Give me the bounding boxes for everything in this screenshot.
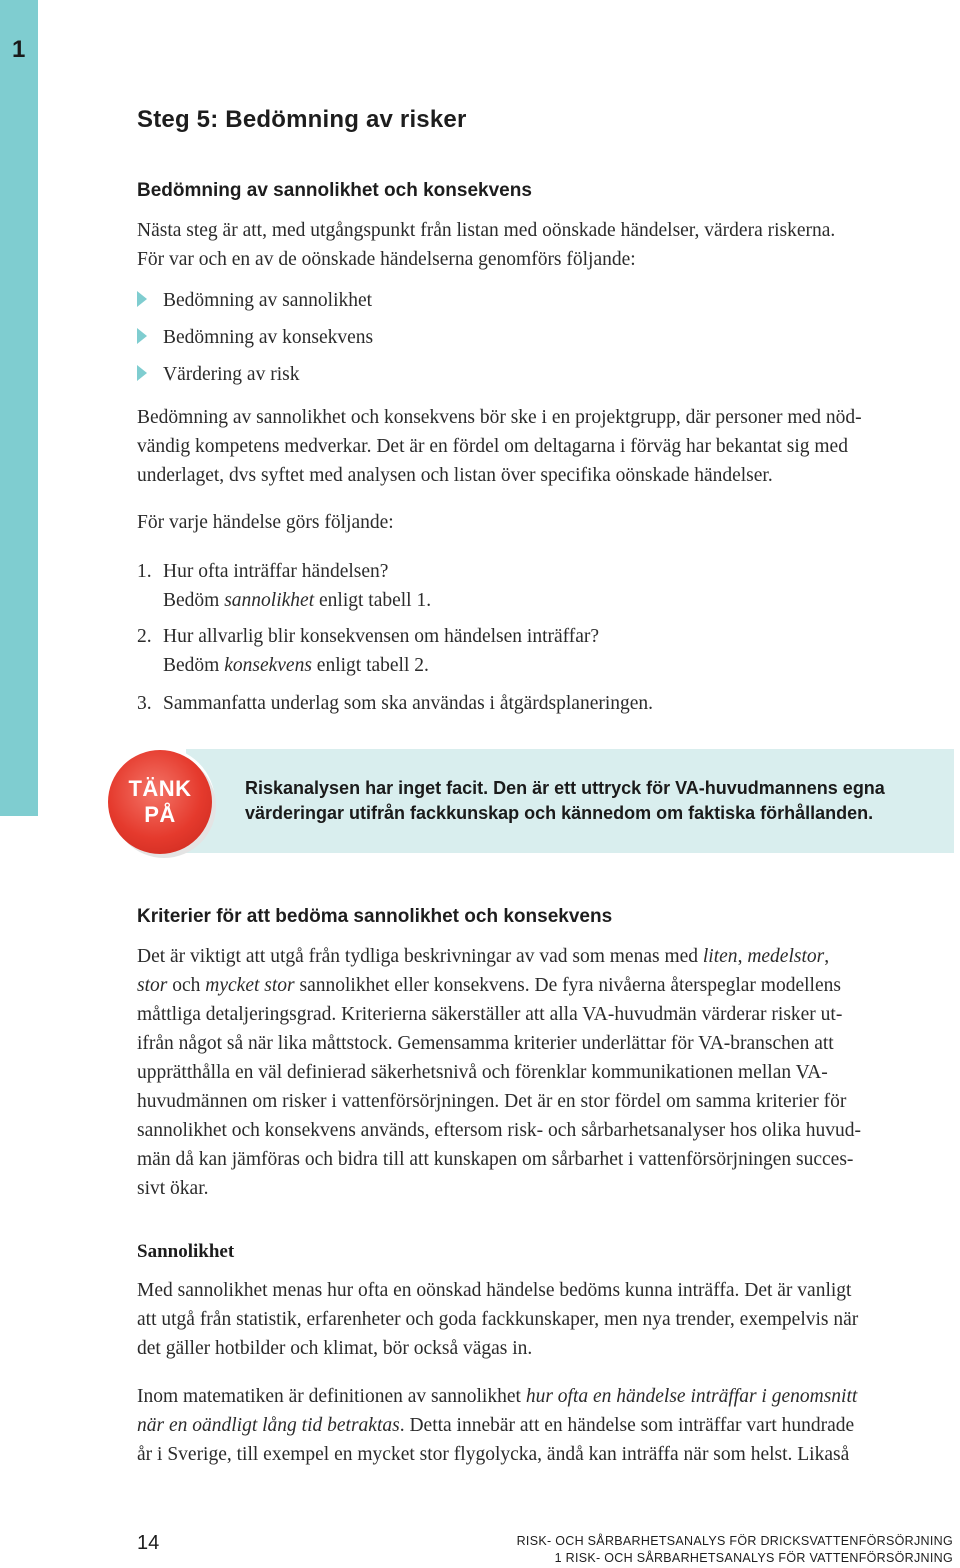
chapter-number: 1 bbox=[12, 36, 26, 63]
paragraph-line: underlaget, dvs syftet med analysen och listan över specifika oönskade händelser. bbox=[137, 465, 773, 486]
triangle-bullet-icon bbox=[137, 291, 147, 307]
step-number: 2. bbox=[137, 626, 152, 647]
step-3 bbox=[137, 689, 653, 718]
running-footer-line-1: RISK- OCH SÅRBARHETSANALYS FÖR DRICKSVATTENFÖRSÖRJNING bbox=[516, 1534, 953, 1548]
section-heading-assessment: Bedömning av sannolikhet och konsekvens bbox=[137, 180, 532, 201]
step-text: Hur allvarlig blir konsekvensen om händelsen inträffar? bbox=[163, 626, 600, 647]
bullet-text: Värdering av risk bbox=[163, 363, 300, 385]
callout-text bbox=[245, 776, 950, 826]
callout-line-1: Riskanalysen har inget facit. Den är ett uttryck för VA-huvudmannens egna bbox=[245, 778, 885, 798]
paragraph-line: Bedömning av sannolikhet och konsekvens bör ske i en projektgrupp, där personer med nöd- bbox=[137, 407, 862, 428]
bullet-text: Bedömning av sannolikhet bbox=[163, 289, 373, 311]
section-heading-criteria: Kriterier för att bedöma sannolikhet och konsekvens bbox=[137, 906, 613, 927]
step-detail: Bedöm sannolikhet enligt tabell 1. bbox=[163, 590, 432, 611]
page-title: Steg 5: Bedömning av risker bbox=[137, 106, 467, 133]
step-text: Sammanfatta underlag som ska användas i åtgärdsplaneringen. bbox=[163, 693, 654, 714]
step-1 bbox=[137, 557, 431, 615]
intro-paragraph bbox=[137, 216, 955, 274]
step-number: 1. bbox=[137, 561, 152, 582]
page-number: 14 bbox=[137, 1532, 160, 1554]
badge-line-1: TÄNK bbox=[128, 776, 192, 801]
bullet-text: Bedömning av konsekvens bbox=[163, 326, 374, 348]
tank-pa-badge bbox=[108, 750, 212, 854]
list-item bbox=[137, 282, 373, 319]
step-detail: Bedöm konsekvens enligt tabell 2. bbox=[163, 655, 429, 676]
intro-line-1: Nästa steg är att, med utgångspunkt från listan med oönskade händelser, värdera riskerna. bbox=[137, 220, 836, 241]
running-footer-line-2: 1 RISK- OCH SÅRBARHETSANALYS FÖR VATTENFÖRSÖRJNING bbox=[554, 1551, 953, 1565]
project-group-paragraph bbox=[137, 403, 955, 490]
step-2 bbox=[137, 622, 599, 680]
triangle-bullet-icon bbox=[137, 365, 147, 381]
step-text: Hur ofta inträffar händelsen? bbox=[163, 561, 389, 582]
badge-line-2: PÅ bbox=[144, 802, 176, 827]
chapter-side-tab bbox=[0, 0, 38, 816]
for-each-text: För varje händelse görs följande: bbox=[137, 512, 394, 533]
criteria-paragraph: Det är viktigt att utgå från tydliga beskrivningar av vad som menas med liten, medelstor, stor och mycket stor sannolikhet eller konsekvens. De fyra nivåerna återspeglar modellens måttliga detaljeringsgrad. Kriterierna säkerställer att alla VA-huvudmän värderar risker ut- ifrån något så när lika måttstock. Gemensamma kriterier underlättar för VA-branschen att upprätthålla en väl definierad säkerhetsnivå och förenklar kommunikationen mellan VA- huvudmännen om risker i vattenförsörjningen. Det är en stor fördel om samma kriterier för sannolikhet och konsekvens används, eftersom risk- och sårbarhetsanalyser hos olika huvud- män då kan jämföras och bidra till att kunskapen om sårbarhet i vattenförsörjningen succes- sivt ökar. bbox=[137, 946, 862, 1199]
section-heading-probability: Sannolikhet bbox=[137, 1241, 235, 1262]
list-item bbox=[137, 356, 373, 393]
probability-paragraph-2: Inom matematiken är definitionen av sannolikhet hur ofta en händelse inträffar i genomsnitt när en oändligt lång tid betraktas. Detta innebär att en händelse som inträffar vart hundrade år i Sverige, till exempel en mycket stor flygolycka, ändå kan inträffa när som helst. Likaså bbox=[137, 1386, 858, 1465]
probability-paragraph-1: Med sannolikhet menas hur ofta en oönskad händelse bedöms kunna inträffa. Det är vanligt att utgå från statistik, erfarenheter och goda fackkunskaper, men nya trender, exempelvis när det gäller hotbilder och klimat, bör också vägas in. bbox=[137, 1280, 859, 1359]
assessment-bullet-list bbox=[137, 282, 373, 393]
list-item bbox=[137, 319, 373, 356]
paragraph-line: vändig kompetens medverkar. Det är en fördel om deltagarna i förväg har bekantat sig med bbox=[137, 436, 848, 457]
intro-line-2: För var och en av de oönskade händelserna genomförs följande: bbox=[137, 249, 636, 270]
callout-line-2: värderingar utifrån fackkunskap och kännedom om faktiska förhållanden. bbox=[245, 803, 874, 823]
triangle-bullet-icon bbox=[137, 328, 147, 344]
step-number: 3. bbox=[137, 693, 152, 714]
